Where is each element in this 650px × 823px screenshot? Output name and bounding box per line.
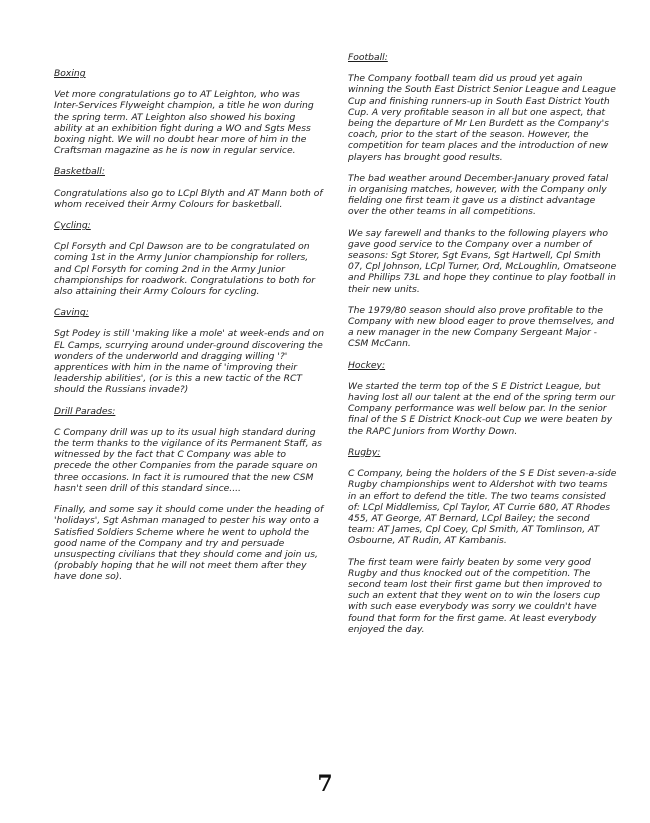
section-heading: Rugby: <box>348 446 381 458</box>
paragraph: Cpl Forsyth and Cpl Dawson are to be congratulated on coming 1st in the Army Junior championship for rollers, and Cpl Forsyth for coming 2nd in the Army Junior championships for roadwork. Congratulations to both for also attaining their Army Colours for cycling. <box>54 241 316 298</box>
paragraph: C Company drill was up to its usual high standard during the term thanks to the vigilance of its Permanent Staff, as witnessed by the fact that C Company was able to precede the other Companies from the parade square on three occasions. In fact it is rumoured that the new CSM hasn't seen drill of this standard since.... <box>54 426 322 494</box>
paragraph: Finally, and some say it should come under the heading of 'holidays', Sgt Ashman managed to pester his way onto a Satisfied Soldiers Scheme where he went to uphold the good name of the Company and try and persuade unsuspecting civilians that they should come and join us, (probably hoping that he will not meet them after they have done so). <box>54 504 324 583</box>
section-boxing <box>54 68 324 156</box>
section-caving <box>54 307 324 395</box>
paragraph: We say farewell and thanks to the following players who gave good service to the Company over a number of seasons: Sgt Storer, Sgt Evans, Sgt Hartwell, Cpl Smith 07, Cpl Johnson, LCpl Turner, Ord, McLoughlin, Omatseone and Phillips 73L and hope they continue to play football in their new units. <box>348 227 617 295</box>
section-hockey <box>348 360 618 437</box>
paragraph: Vet more congratulations go to AT Leighton, who was Inter-Services Flyweight champion, a title he won during the spring term. AT Leighton also showed his boxing ability at an exhibition fight during a WO and Sgts Mess boxing night. We will no doubt hear more of him in the Craftsman magazine as he is now in regular service. <box>54 89 314 157</box>
section-heading: Football: <box>348 52 388 63</box>
section-heading: Hockey: <box>348 359 386 371</box>
paragraph: Sgt Podey is still 'making like a mole' at week-ends and on EL Camps, scurrying around under-ground discovering the wonders of the underworld and dragging willing '?' apprentices with him in the name of 'improving their leadership abilities', (or is this a new tactic of the RCT should the Russians invade?) <box>54 328 325 396</box>
section-cycling <box>54 220 324 297</box>
page-number: 7 <box>317 771 333 797</box>
paragraph: C Company, being the holders of the S E Dist seven-a-side Rugby championships went to Aldershot with two teams in an effort to defend the title. The two teams consisted of: LCpl Middlemiss, Cpl Taylor, AT Currie 680, AT Rhodes 455, AT George, AT Bernard, LCpl Bailey; the second team: AT James, Cpl Coey, Cpl Smith, AT Tomlinson, AT Osbourne, AT Rudin, AT Kambanis. <box>348 468 617 547</box>
section-rugby <box>348 447 618 635</box>
paragraph: We started the term top of the S E District League, but having lost all our talent at the end of the spring term our Company performance was well below par. In the senior final of the S E District Knock-out Cup we were beaten by the RAPC Juniors from Worthy Down. <box>348 380 615 437</box>
paragraph: The bad weather around December-January proved fatal in organising matches, however, with the Company only fielding one first team it gave us a distinct advantage over the other teams in all competitions. <box>348 172 609 218</box>
left-column <box>54 68 324 593</box>
section-football <box>348 52 618 350</box>
paragraph: The first team were fairly beaten by some very good Rugby and thus knocked out of the competition. The second team lost their first game but then improved to such an extent that they went on to win the losers cup with such ease everybody was sorry we couldn't have found that form for the first game. At least everybody enjoyed the day. <box>348 556 603 635</box>
paragraph: The Company football team did us proud yet again winning the South East District Senior League and League Cup and finishing runners-up in South East District Youth Cup. A very profitable season in all but one aspect, that being the departure of Mr Len Burdett as the Company's coach, prior to the start of the season. However, the competition for team places and the introduction of new players has brought good results. <box>348 73 616 163</box>
right-column <box>348 52 618 645</box>
section-heading: Drill Parades: <box>54 405 116 417</box>
paragraph: Congratulations also go to LCpl Blyth and AT Mann both of whom received their Army Colours for basketball. <box>54 187 323 210</box>
section-heading: Boxing <box>54 68 86 79</box>
section-heading: Basketball: <box>54 166 105 178</box>
section-drill-parades <box>54 406 324 583</box>
section-heading: Cycling: <box>54 220 91 232</box>
paragraph: The 1979/80 season should also prove profitable to the Company with new blood eager to prove themselves, and a new manager in the new Company Sergeant Major - CSM McCann. <box>348 304 615 350</box>
section-basketball <box>54 166 324 210</box>
section-heading: Caving: <box>54 307 89 319</box>
